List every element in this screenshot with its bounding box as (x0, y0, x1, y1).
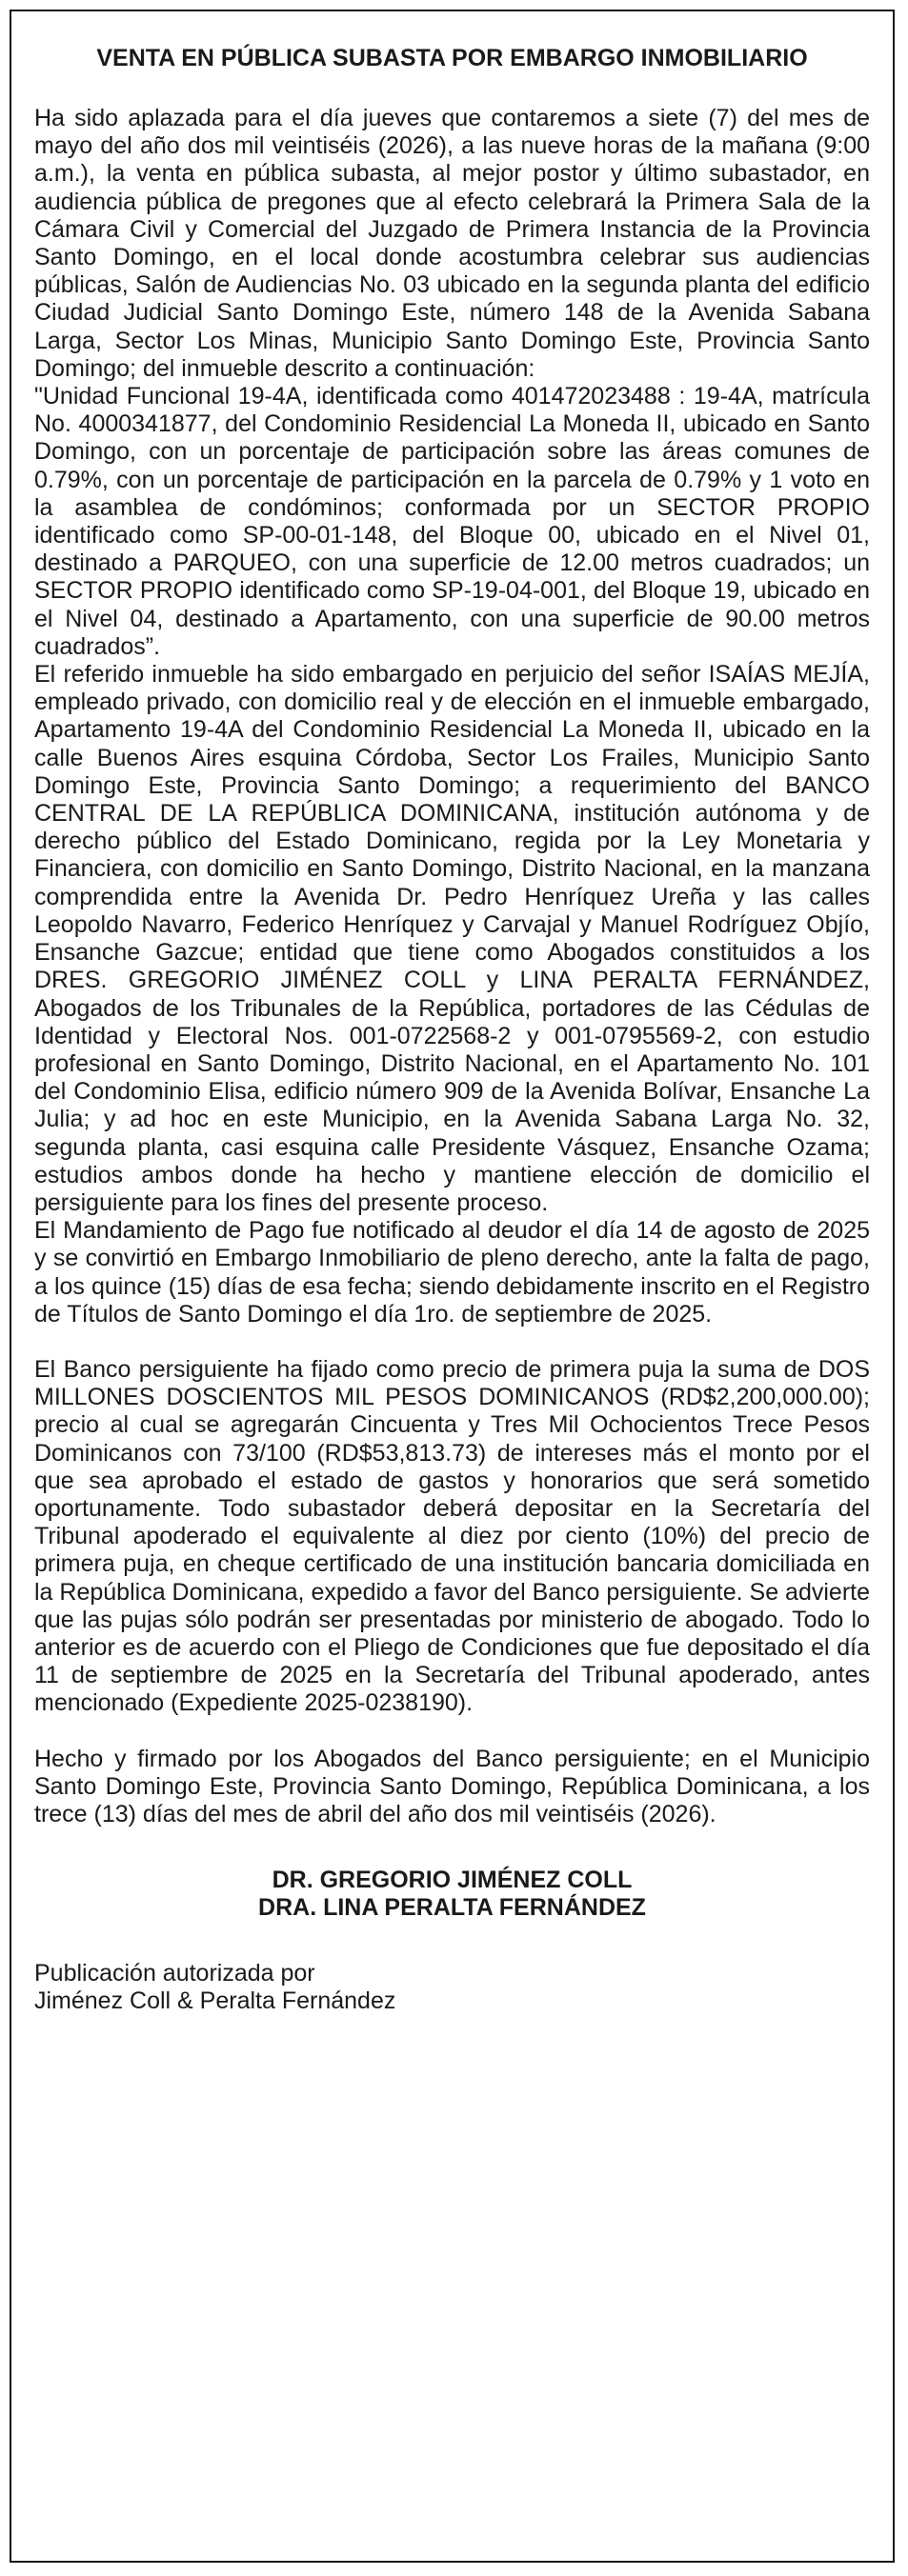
publication-footer (34, 1960, 870, 2015)
paragraph-seizure-details: El referido inmueble ha sido embargado en perjuicio del señor ISAÍAS MEJÍA, empleado privado, con domicilio real y de elección en el inmueble embargado, Apartamento 19-4A del Condominio Residencial La Moneda II, ubicado en la calle Buenos Aires esquina Córdoba, Sector Los Frailes, Municipio Santo Domingo Este, Provincia Santo Domingo; a requerimiento del BANCO CENTRAL DE LA REPÚBLICA DOMINICANA, institución autónoma y de derecho público del Estado Dominicano, regida por la Ley Monetaria y Financiera, con domicilio en Santo Domingo, Distrito Nacional, en la manzana comprendida entre la Avenida Dr. Pedro Henríquez Ureña y las calles Leopoldo Navarro, Federico Henríquez y Carvajal y Manuel Rodríguez Objío, Ensanche Gazcue; entidad que tiene como Abogados constituidos a los DRES. GREGORIO JIMÉNEZ COLL y LINA PERALTA FERNÁNDEZ, Abogados de los Tribunales de la República, portadores de las Cédulas de Identidad y Electoral Nos. 001-0722568-2 y 001-0795569-2, con estudio profesional en Santo Domingo, Distrito Nacional, en el Apartamento No. 101 del Condominio Elisa, edificio número 909 de la Avenida Bolívar, Ensanche La Julia; y ad hoc en este Municipio, en la Avenida Sabana Larga No. 32, segunda planta, casi esquina calle Presidente Vásquez, Ensanche Ozama; estudios ambos donde ha hecho y mantiene elección de domicilio el persiguiente para los fines del presente proceso. (34, 661, 870, 1216)
paragraph-first-bid-price: El Banco persiguiente ha fijado como precio de primera puja la suma de DOS MILLONES DOSCIENTOS MIL PESOS DOMINICANOS (RD$2,200,000.00); precio al cual se agregarán Cincuenta y Tres Mil Ochocientos Trece Pesos Dominicanos con 73/100 (RD$53,813.73) de intereses más el monto por el que sea aprobado el estado de gastos y honorarios que será sometido oportunamente. Todo subastador deberá depositar en la Secretaría del Tribunal apoderado el equivalente al diez por ciento (10%) del precio de primera puja, en cheque certificado de una institución bancaria domiciliada en la República Dominicana, expedido a favor del Banco persiguiente. Se advierte que las pujas sólo podrán ser presentadas por ministerio de abogado. Todo lo anterior es de acuerdo con el Pliego de Condiciones que fue depositado el día 11 de septiembre de 2025 en la Secretaría del Tribunal apoderado, antes mencionado (Expediente 2025-0238190). (34, 1355, 870, 1717)
paragraph-payment-order: El Mandamiento de Pago fue notificado al deudor el día 14 de agosto de 2025 y se convirtió en Embargo Inmobiliario de pleno derecho, ante la falta de pago, a los quince (15) días de esa fecha; siendo debidamente inscrito en el Registro de Títulos de Santo Domingo el día 1ro. de septiembre de 2025. (34, 1217, 870, 1328)
footer-line: Jiménez Coll & Peralta Fernández (34, 1987, 396, 2015)
notice-title: VENTA EN PÚBLICA SUBASTA POR EMBARGO INMOBILIARIO (96, 45, 808, 71)
legal-notice (10, 10, 895, 2563)
paragraph-signature-statement: Hecho y firmado por los Abogados del Banco persiguiente; en el Municipio Santo Domingo Este, Provincia Santo Domingo, República Dominicana, a los trece (13) días del mes de abril del año dos mil veintiséis (2026). (34, 1745, 870, 1827)
signer-name: DR. GREGORIO JIMÉNEZ COLL (272, 1867, 633, 1894)
notice-body (34, 105, 870, 1828)
signers-block (34, 1867, 870, 1922)
signer-name: DRA. LINA PERALTA FERNÁNDEZ (258, 1894, 646, 1922)
paragraph-property-description: "Unidad Funcional 19-4A, identificada como 401472023488 : 19-4A, matrícula No. 4000341877, del Condominio Residencial La Moneda II, ubicado en Santo Domingo, con un porcentaje de participación sobre las áreas comunes de 0.79%, con un porcentaje de participación en la parcela de 0.79% y 1 voto en la asamblea de condóminos; conformada por un SECTOR PROPIO identificado como SP-00-01-148, del Bloque 00, ubicado en el Nivel 01, destinado a PARQUEO, con una superficie de 12.00 metros cuadrados; un SECTOR PROPIO identificado como SP-19-04-001, del Bloque 19, ubicado en el Nivel 04, destinado a Apartamento, con una superficie de 90.00 metros cuadrados”. (34, 383, 870, 660)
footer-line: Publicación autorizada por (34, 1960, 315, 1987)
paragraph-hearing-date: Ha sido aplazada para el día jueves que contaremos a siete (7) del mes de mayo del año dos mil veintiséis (2026), a las nueve horas de la mañana (9:00 a.m.), la venta en pública subasta, al mejor postor y último subastador, en audiencia pública de pregones que al efecto celebrará la Primera Sala de la Cámara Civil y Comercial del Juzgado de Primera Instancia de la Provincia Santo Domingo, en el local donde acostumbra celebrar sus audiencias públicas, Salón de Audiencias No. 03 ubicado en la segunda planta del edificio Ciudad Judicial Santo Domingo Este, número 148 de la Avenida Sabana Larga, Sector Los Minas, Municipio Santo Domingo Este, Provincia Santo Domingo; del inmueble descrito a continuación: (34, 105, 870, 382)
